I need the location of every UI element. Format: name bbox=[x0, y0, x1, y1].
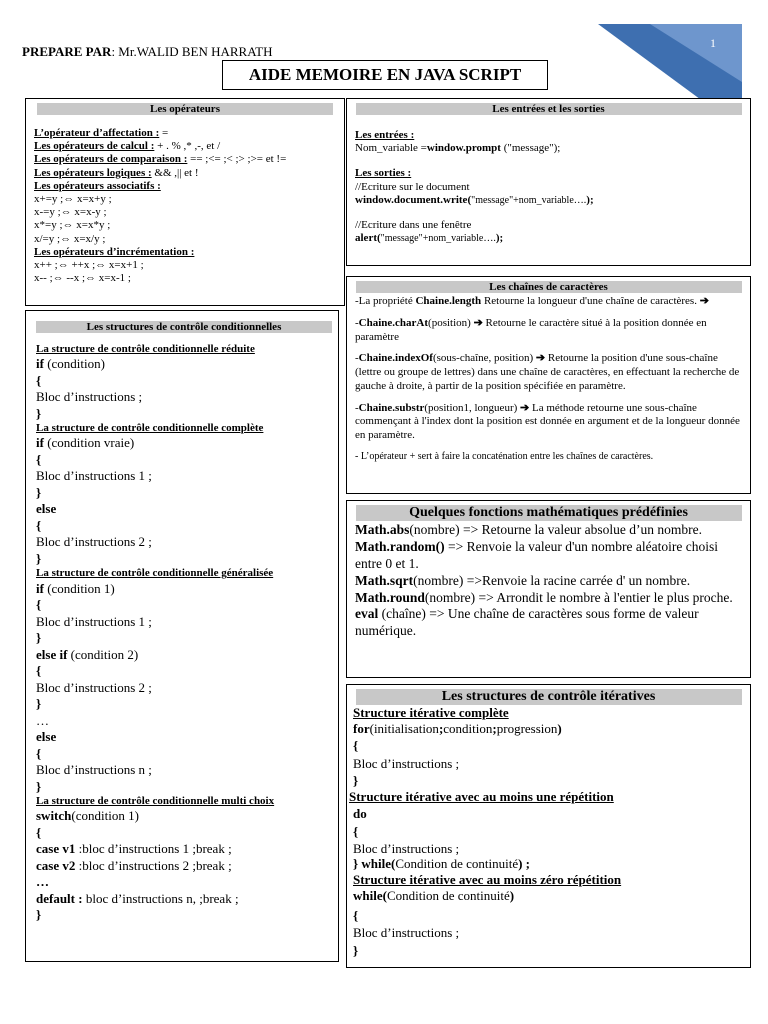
code-text: Bloc d’instructions n ; bbox=[36, 762, 152, 778]
math-desc: => Renvoie la valeur d'un nombre aléatoire choisi entre 0 et 1. bbox=[355, 538, 718, 571]
write-end: ); bbox=[586, 193, 594, 206]
inputs-var: Nom_variable = bbox=[355, 142, 427, 155]
operators-box bbox=[25, 98, 345, 306]
string-item-method: Chaine.indexOf bbox=[358, 352, 433, 365]
math-fn: Math.round bbox=[355, 589, 425, 605]
code-line bbox=[36, 663, 328, 680]
operators-header: Les opérateurs bbox=[37, 103, 333, 115]
for-line bbox=[353, 721, 744, 737]
string-item-args: (sous-chaîne, position) bbox=[432, 352, 536, 365]
code-keyword: { bbox=[36, 372, 42, 388]
code-line bbox=[36, 551, 328, 568]
code-line bbox=[36, 841, 328, 858]
operator-line bbox=[34, 193, 336, 206]
code-keyword: case v2 bbox=[36, 857, 76, 873]
operator-label: Les opérateurs associatifs : bbox=[34, 179, 161, 192]
code-line bbox=[36, 581, 328, 598]
code-keyword: } bbox=[36, 484, 42, 500]
code-keyword: case v1 bbox=[36, 841, 76, 857]
comment-win: //Ecriture dans une fenêtre bbox=[355, 218, 472, 231]
code-keyword: default : bbox=[36, 890, 83, 906]
for-sep2: ; bbox=[492, 720, 497, 736]
code-text: (condition 1) bbox=[71, 808, 139, 824]
code-line bbox=[36, 647, 328, 664]
page-title: AIDE MEMOIRE EN JAVA SCRIPT bbox=[248, 65, 522, 84]
code-keyword: switch bbox=[36, 808, 72, 824]
prompt-args: ("message"); bbox=[500, 142, 561, 155]
string-item-pre: - bbox=[355, 352, 359, 365]
code-line bbox=[36, 518, 328, 535]
operator-line bbox=[34, 233, 336, 246]
while-title: Structure itérative avec au moins zéro répétition bbox=[353, 871, 622, 887]
for-close: } bbox=[353, 773, 359, 789]
conditional-box bbox=[25, 310, 339, 962]
while-cond: Condition de continuité bbox=[386, 887, 510, 903]
comment-doc: //Ecriture sur le document bbox=[355, 180, 470, 193]
operator-value: = bbox=[159, 127, 169, 139]
do-block: Bloc d’instructions ; bbox=[353, 840, 460, 856]
code-line bbox=[36, 713, 328, 730]
operator-line bbox=[34, 272, 336, 285]
while-kw: while( bbox=[353, 887, 387, 903]
while-block: Bloc d’instructions ; bbox=[353, 924, 460, 940]
while-line bbox=[353, 888, 744, 904]
string-item-desc: Retourne le caractère situé à la position donnée en paramètre bbox=[355, 316, 707, 343]
code-keyword: else bbox=[36, 729, 57, 745]
outputs-label: Les sorties : bbox=[355, 167, 412, 180]
while-close: } bbox=[353, 943, 359, 959]
write-code bbox=[355, 194, 742, 207]
code-line bbox=[36, 630, 328, 647]
code-keyword: } bbox=[36, 907, 42, 923]
write-fn: window.document.write( bbox=[355, 193, 472, 206]
code-keyword: else if bbox=[36, 646, 68, 662]
io-box bbox=[346, 98, 751, 266]
code-line bbox=[36, 696, 328, 713]
code-text: … bbox=[36, 712, 49, 728]
code-keyword: else bbox=[36, 501, 57, 517]
string-item-args: Retourne la longueur d'une chaîne de caractères. bbox=[481, 295, 697, 307]
preparer bbox=[22, 44, 273, 60]
operator-value: x-=y ;⇔ x=x-y ; bbox=[34, 206, 107, 219]
page-title-box bbox=[222, 60, 548, 90]
operator-value: + . % ,* ,-, et / bbox=[154, 140, 221, 153]
code-keyword: } bbox=[36, 696, 42, 712]
io-header: Les entrées et les sorties bbox=[356, 103, 742, 115]
string-item bbox=[355, 317, 742, 345]
inputs-code bbox=[355, 142, 742, 155]
for-block: Bloc d’instructions ; bbox=[353, 755, 460, 771]
code-line bbox=[36, 501, 328, 518]
operator-label: Les opérateurs logiques : bbox=[34, 166, 152, 179]
do-title: Structure itérative avec au moins une répétition bbox=[349, 788, 614, 804]
code-text: (condition 1) bbox=[43, 580, 115, 596]
code-text: Bloc d’instructions ; bbox=[36, 389, 143, 405]
page-number: 1 bbox=[710, 36, 716, 50]
code-line bbox=[36, 825, 328, 842]
alert-code bbox=[355, 232, 742, 245]
write-args: "message"+nom_variable…. bbox=[471, 194, 587, 206]
math-fn: Math.abs bbox=[355, 522, 410, 537]
code-keyword: } bbox=[36, 405, 42, 421]
strings-header: Les chaînes de caractères bbox=[356, 281, 742, 293]
code-keyword: if bbox=[36, 580, 44, 596]
conditional-content bbox=[36, 343, 328, 924]
code-line bbox=[36, 597, 328, 614]
math-fn: Math.random() bbox=[355, 538, 445, 554]
concat-note: - L’opérateur + sert à faire la concaténation entre les chaînes de caractères. bbox=[355, 450, 654, 462]
math-header: Quelques fonctions mathématiques prédéfinies bbox=[356, 505, 742, 521]
code-line bbox=[36, 762, 328, 779]
code-line bbox=[36, 874, 328, 891]
prompt-fn: window.prompt bbox=[426, 142, 501, 155]
code-keyword: } bbox=[36, 778, 42, 794]
code-line bbox=[36, 406, 328, 423]
string-item-method: Chaine.substr bbox=[358, 401, 425, 414]
code-text: Bloc d’instructions 2 ; bbox=[36, 534, 152, 550]
operator-label: Les opérateurs de comparaison : bbox=[34, 153, 188, 166]
operator-line bbox=[34, 259, 336, 272]
string-item-desc: La méthode retourne une sous-chaîne commençant à l'index dont la position est donnée en argument et de la longueur donnée en paramètre. bbox=[355, 401, 740, 441]
code-line bbox=[36, 485, 328, 502]
operator-line bbox=[34, 206, 336, 219]
operator-value: x++ ;⇔ ++x ;⇔ x=x+1 ; bbox=[34, 258, 144, 271]
code-keyword: … bbox=[36, 874, 49, 890]
string-item bbox=[355, 402, 742, 443]
operator-line bbox=[34, 219, 336, 232]
string-item-args: (position1, longueur) bbox=[424, 401, 521, 414]
code-line bbox=[36, 680, 328, 697]
for-open: { bbox=[353, 738, 359, 754]
while-open: { bbox=[353, 908, 359, 924]
code-keyword: { bbox=[36, 663, 42, 679]
string-item-method: Chaine.length bbox=[415, 295, 482, 307]
for-title: Structure itérative complète bbox=[353, 705, 509, 720]
code-text: bloc d’instructions n, ;break ; bbox=[82, 890, 239, 906]
arrow-icon: ➔ bbox=[473, 316, 486, 329]
code-line bbox=[36, 808, 328, 825]
string-item-desc: Retourne la position d'une sous-chaîne (lettre ou groupe de lettres) dans une chaîne de caractères, en effectuant la recherche de gauche à droite, à partir de la position spécifiée en paramètre. bbox=[355, 352, 740, 392]
preparer-label: PREPARE PAR bbox=[22, 44, 112, 59]
math-item bbox=[355, 539, 742, 573]
alert-end: ); bbox=[495, 232, 504, 245]
operator-label: Les opérateurs de calcul : bbox=[34, 140, 155, 153]
conditional-subtitle: La structure de contrôle conditionnelle généralisée bbox=[36, 567, 274, 580]
conditional-subtitle: La structure de contrôle conditionnelle complète bbox=[36, 422, 264, 435]
math-box bbox=[346, 500, 751, 678]
string-item bbox=[355, 352, 742, 393]
arrow-icon: ➔ bbox=[520, 401, 532, 414]
code-line bbox=[36, 468, 328, 485]
do-while-cond: Condition de continuité bbox=[395, 856, 519, 872]
conditional-subtitle: La structure de contrôle conditionnelle réduite bbox=[36, 343, 255, 355]
code-line bbox=[36, 746, 328, 763]
string-item-args: (position) bbox=[428, 316, 474, 329]
operator-line bbox=[34, 246, 336, 259]
for-sep1: ; bbox=[438, 720, 444, 736]
code-line bbox=[36, 373, 328, 390]
for-end: ) bbox=[557, 720, 562, 736]
operator-label: Les opérateurs d’incrémentation : bbox=[34, 245, 195, 258]
arrow-icon: ➔ bbox=[696, 295, 709, 307]
for-kw: for bbox=[353, 720, 370, 736]
math-item bbox=[355, 606, 742, 640]
do-while-kw: } while( bbox=[353, 856, 396, 872]
code-line bbox=[36, 858, 328, 875]
string-item-pre: -La propriété bbox=[355, 295, 416, 307]
string-item-method: Chaine.charAt bbox=[358, 316, 429, 329]
code-keyword: { bbox=[36, 824, 42, 840]
code-keyword: { bbox=[36, 597, 42, 613]
code-keyword: { bbox=[36, 745, 42, 761]
for-cond: condition bbox=[443, 720, 493, 736]
operator-value: x-- ;⇔ --x ;⇔ x=x-1 ; bbox=[34, 272, 131, 285]
code-line bbox=[36, 534, 328, 551]
code-text: :bloc d’instructions 1 ;break ; bbox=[75, 841, 232, 857]
operator-line bbox=[34, 140, 336, 153]
operator-line bbox=[34, 127, 336, 140]
code-keyword: if bbox=[36, 435, 44, 451]
operator-line bbox=[34, 167, 336, 180]
operator-value: == ;<= ;< ;> ;>= et != bbox=[187, 153, 287, 166]
code-line bbox=[36, 891, 328, 908]
string-item-pre: - bbox=[355, 401, 359, 414]
code-keyword: } bbox=[36, 630, 42, 646]
operator-label: L’opérateur d’affectation : bbox=[34, 127, 160, 139]
math-desc: (nombre) => Arrondit le nombre à l'entier le plus proche. bbox=[424, 589, 733, 605]
code-line bbox=[36, 452, 328, 469]
code-text: (condition) bbox=[43, 356, 105, 372]
math-desc: (nombre) =>Renvoie la racine carrée d' un nombre. bbox=[413, 572, 691, 588]
strings-list bbox=[355, 295, 742, 443]
math-item bbox=[355, 522, 742, 539]
for-init: (initialisation bbox=[369, 720, 439, 736]
code-text: :bloc d’instructions 2 ;break ; bbox=[75, 857, 232, 873]
math-item bbox=[355, 573, 742, 590]
math-desc: (nombre) => Retourne la valeur absolue d’un nombre. bbox=[409, 522, 703, 537]
code-text: Bloc d’instructions 1 ; bbox=[36, 468, 152, 484]
operator-value: && ,|| et ! bbox=[151, 166, 199, 179]
code-line bbox=[36, 389, 328, 406]
math-fn: eval bbox=[355, 606, 379, 622]
iterative-box bbox=[346, 684, 751, 968]
math-desc: (chaîne) => Une chaîne de caractères sous forme de valeur numérique. bbox=[355, 606, 699, 639]
alert-args: "message"+nom_variable…. bbox=[380, 233, 496, 245]
code-keyword: } bbox=[36, 550, 42, 566]
math-list bbox=[355, 522, 742, 640]
operator-value: x/=y ;⇔ x=x/y ; bbox=[34, 232, 106, 245]
conditional-subtitle: La structure de contrôle conditionnelle multi choix bbox=[36, 795, 275, 808]
operator-line bbox=[34, 153, 336, 166]
code-text: (condition vraie) bbox=[43, 435, 135, 451]
preparer-name: : Mr.WALID BEN HARRATH bbox=[111, 44, 273, 59]
code-line bbox=[36, 614, 328, 631]
string-item bbox=[355, 295, 742, 309]
math-fn: Math.sqrt bbox=[355, 572, 414, 588]
do-while-end: ) ; bbox=[518, 856, 531, 872]
arrow-icon: ➔ bbox=[535, 352, 548, 365]
for-prog: progression bbox=[496, 720, 558, 736]
code-line bbox=[36, 779, 328, 796]
code-keyword: { bbox=[36, 517, 42, 533]
math-item bbox=[355, 590, 742, 607]
while-end: ) bbox=[509, 887, 515, 903]
strings-box bbox=[346, 276, 751, 494]
code-text: Bloc d’instructions 1 ; bbox=[36, 613, 152, 629]
operator-value: x+=y ;⇔ x=x+y ; bbox=[34, 192, 112, 205]
code-line bbox=[36, 907, 328, 924]
code-keyword: if bbox=[36, 356, 44, 372]
do-while-line bbox=[353, 856, 744, 872]
iterative-header: Les structures de contrôle itératives bbox=[356, 689, 742, 705]
operators-list bbox=[34, 127, 336, 285]
alert-fn: alert( bbox=[355, 232, 381, 245]
do-kw: do bbox=[353, 805, 367, 821]
code-line bbox=[36, 356, 328, 373]
code-line bbox=[36, 435, 328, 452]
code-text: Bloc d’instructions 2 ; bbox=[36, 679, 152, 695]
code-text: (condition 2) bbox=[67, 646, 139, 662]
code-line bbox=[36, 729, 328, 746]
operator-line bbox=[34, 180, 336, 193]
code-keyword: { bbox=[36, 451, 42, 467]
operator-value: x*=y ;⇔ x=x*y ; bbox=[34, 219, 111, 232]
do-open: { bbox=[353, 824, 359, 840]
string-item-pre: - bbox=[355, 316, 359, 329]
inputs-label: Les entrées : bbox=[355, 129, 415, 141]
conditional-header: Les structures de contrôle conditionnelles bbox=[36, 321, 332, 333]
